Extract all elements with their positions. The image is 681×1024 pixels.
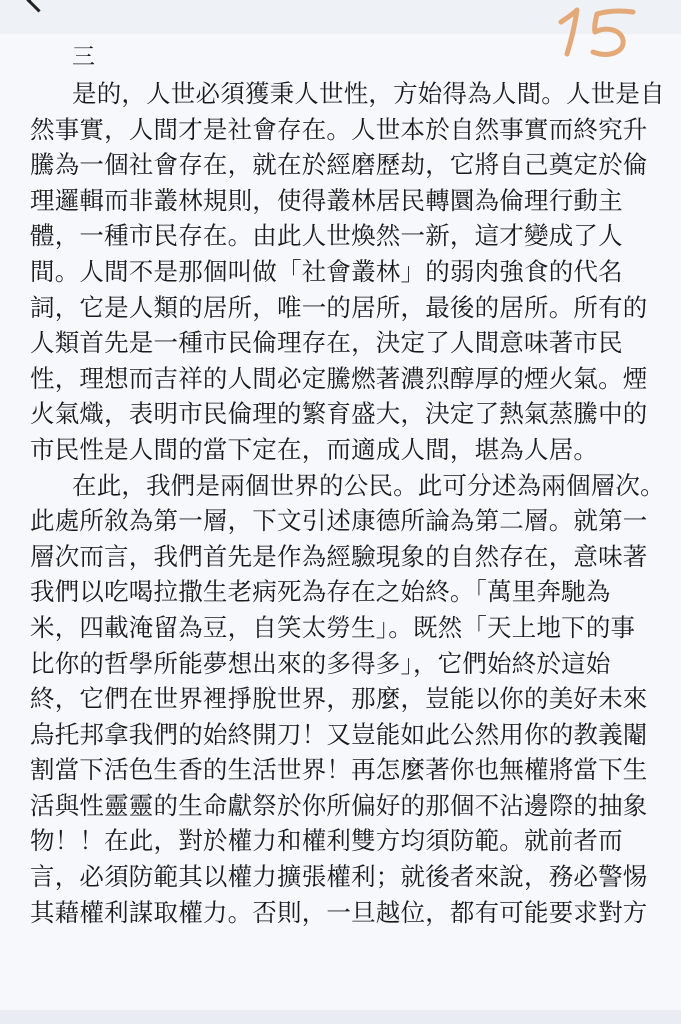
paragraph-1	[30, 76, 665, 468]
text-line: 在此，我們是兩個世界的公民。此可分述為兩個層次。	[72, 470, 665, 500]
text-line: 割當下活色生香的生活世界！再怎麼著你也無權將當下生	[30, 755, 648, 785]
text-line: 活與性靈靈的生命獻祭於你所偏好的那個不沾邊際的抽象	[30, 790, 648, 820]
text-line: 理邏輯而非叢林規則，使得叢林居民轉圜為倫理行動主	[30, 185, 623, 215]
text-line: 詞，它是人類的居所，唯一的居所，最後的居所。所有的	[30, 292, 648, 322]
text-line: 比你的哲學所能夢想出來的多得多」，它們始終於這始	[30, 648, 611, 678]
text-line: 體，一種市民存在。由此人世煥然一新，這才變成了人	[30, 221, 623, 251]
text-line: 層次而言，我們首先是作為經驗現象的自然存在，意味著	[30, 541, 648, 571]
document-body	[30, 38, 665, 930]
text-line: 性，理想而吉祥的人間必定騰燃著濃烈醇厚的煙火氣。煙	[30, 363, 648, 393]
text-line: 物！！在此，對於權力和權利雙方均須防範。就前者而	[30, 826, 623, 856]
text-line: 烏托邦拿我們的始終開刀！又豈能如此公然用你的教義閹	[30, 719, 648, 749]
text-line: 言，必須防範其以權力擴張權利；就後者來說，務必警惕	[30, 862, 648, 892]
text-line: 終，它們在世界裡掙脫世界，那麼，豈能以你的美好未來	[30, 684, 648, 714]
text-line: 火氣熾，表明市民倫理的繁育盛大，決定了熱氣蒸騰中的	[30, 399, 648, 429]
text-line: 間。人間不是那個叫做「社會叢林」的弱肉強食的代名	[30, 256, 623, 286]
text-line: 市民性是人間的當下定在，而適成人間，堪為人居。	[30, 434, 599, 464]
bottom-bar	[0, 1010, 681, 1024]
text-line: 騰為一個社會存在，就在於經磨歷劫，它將自己奠定於倫	[30, 150, 648, 180]
paragraph-2	[30, 468, 665, 931]
text-line: 是的，人世必須獲秉人世性，方始得為人間。人世是自	[72, 79, 665, 108]
section-heading: 三	[72, 44, 95, 70]
chevron-left-icon[interactable]	[26, 0, 50, 13]
text-line: 米，四載淹留為豆，自笑太勞生」。既然「天上地下的事	[30, 612, 636, 642]
text-line: 其藉權利謀取權力。否則，一旦越位，都有可能要求對方	[30, 897, 648, 927]
text-line: 此處所敘為第一層，下文引述康德所論為第二層。就第一	[30, 506, 648, 536]
text-line: 我們以吃喝拉撒生老病死為存在之始終。「萬里奔馳為	[30, 577, 611, 607]
text-line: 人類首先是一種市民倫理存在，決定了人間意味著市民	[30, 328, 623, 358]
text-line: 然事實，人間才是社會存在。人世本於自然事實而終究升	[30, 114, 648, 144]
